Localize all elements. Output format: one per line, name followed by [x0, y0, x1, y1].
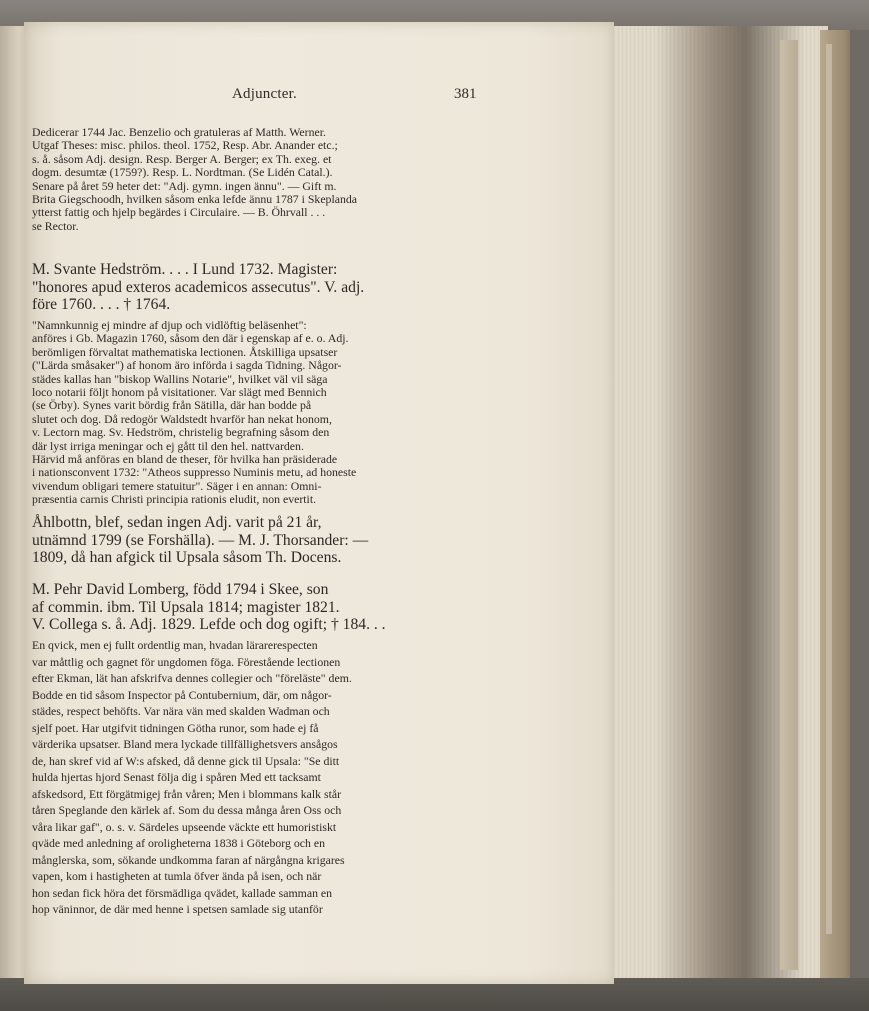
text-line: Utgaf Theses: misc. philos. theol. 1752, Resp. Abr. Anander etc.;: [32, 138, 338, 153]
text-line: utnämnd 1799 (se Forshälla). — M. J. Thorsander: —: [32, 531, 369, 549]
text-line: efter Ekman, lät han afskrifva dennes collegier och "föreläste" dem.: [32, 671, 352, 685]
book-page: [24, 22, 614, 984]
running-head: Adjuncter.: [232, 86, 297, 102]
page-stack-band: [780, 40, 798, 970]
text-line: anföres i Gb. Magazin 1760, såsom den där i egenskap af e. o. Adj.: [32, 331, 349, 346]
text-line: huldа hjertas hjord Senast följa dig i spåren Med ett tacksamt: [32, 770, 321, 784]
text-line: (se Örby). Synes varit bördig från Sätilla, där han bodde på: [32, 398, 312, 413]
text-line: hon sedan fick höra det försmädliga qvädet, kallade samman en: [32, 885, 333, 900]
paragraph-lomberg-heading: [32, 581, 484, 634]
text-line: berömligen förvaltat mathematiska lectionen. Åtskilliga upsatser: [32, 344, 338, 359]
text-line: i nationsconvent 1732: "Atheos suppresso Numinis metu, ad honeste: [32, 465, 357, 480]
text-line: loco notarii följt honom på visitationer. Var slägt med Bennich: [32, 384, 327, 399]
paragraph-ahlbottn-note: [32, 514, 484, 567]
text-line: afskedsord, Ett förgätmigej från våren; Men i blommans kalk står: [32, 786, 342, 801]
text-line: tåren Speglande den kärlek af. Som du dessa många åren Oss och: [32, 803, 342, 817]
text-line: Senare på året 59 heter det: "Adj. gymn. ingen ännu". — Gift m.: [32, 178, 337, 193]
text-line: s. å. såsom Adj. design. Resp. Berger A. Berger; ex Th. exeg. et: [32, 151, 332, 166]
text-line: V. Collega s. å. Adj. 1829. Lefde och dog ogift; † 184. . .: [32, 616, 386, 634]
text-line: "honores apud exteros academicos assecutus". V. adj.: [32, 278, 365, 296]
cover-edge-highlight: [826, 44, 832, 934]
text-line: var måttlig och gagnet för ungdomen föga. Förestående lectionen: [32, 654, 341, 669]
text-line: vapen, kom i hastigheten at tumla öfver ända på isen, och när: [32, 869, 322, 883]
text-line: värderika upsatser. Bland mera lyckade tillfällighetsvers ansågos: [32, 737, 338, 751]
text-line: præsentia carnis Christi principia rationis eludit, non evertit.: [32, 492, 317, 507]
text-line: M. Svante Hedström. . . . I Lund 1732. Magister:: [32, 261, 338, 278]
text-line: månglerska, som, sökande undkomma faran af närgångna krigares: [32, 852, 345, 867]
book-cover-edge: [820, 30, 850, 990]
text-line: Åhlbottn, blef, sedan ingen Adj. varit på 21 år,: [32, 514, 322, 531]
text-line: slutet och dog. Då redogör Waldstedt hvarför han nekat honom,: [32, 411, 332, 426]
text-line: En qvick, men ej fullt ordentlig man, hvadan lärarerespecten: [32, 638, 318, 652]
text-line: de, han skref vid af W:s afsked, då denne gick til Upsala: "Se ditt: [32, 753, 340, 768]
text-line: M. Pehr David Lomberg, född 1794 i Skee, son: [32, 581, 329, 598]
paragraph-hedstrom-heading: [32, 261, 484, 314]
text-line: före 1760. . . . † 1764.: [32, 296, 171, 314]
text-line: qväde med anledning af oroligheterna 1838 i Göteborg och en: [32, 836, 325, 850]
text-line: Dedicerar 1744 Jac. Benzelio och gratuleras af Matth. Werner.: [32, 125, 326, 139]
page-number: 381: [454, 86, 477, 102]
text-line: Brita Giegschoodh, hvilken såsom enka lefde ännu 1787 i Skeplanda: [32, 191, 357, 206]
text-line: "Namnkunnig ej mindre af djup och vidlöftig beläsenhet":: [32, 318, 307, 332]
text-line: ytterst fattig och hjelp begärdes i Circulaire. — B. Öhrvall . . .: [32, 205, 326, 220]
left-page-edge: [0, 26, 26, 986]
text-line: sjelf poet. Har utgifvit tidningen Götha runor, som hade ej få: [32, 720, 319, 735]
paragraph-hedstrom-body: [32, 319, 484, 506]
text-line: städes kallas han "biskop Wallins Notarie", hvilket väl vil säga: [32, 371, 328, 386]
paragraph-lomberg-body: [32, 637, 484, 918]
text-line: se Rector.: [32, 218, 79, 233]
text-line: vivendum obligari temere statuitur". Säger i en annan: Omni-: [32, 478, 322, 493]
text-line: där lyst irriga meningar och ej gått til den hel. nattvarden.: [32, 438, 304, 453]
text-line: dogm. desumtæ (1759?). Resp. L. Nordtman. (Se Lidén Catal.).: [32, 165, 333, 180]
text-line: v. Lectorn mag. Sv. Hedström, christelig begrafning såsom den: [32, 425, 330, 440]
text-line: hop väninnor, de där med henne i spetsen samlade sig utanför: [32, 902, 323, 916]
text-line: våra likar gaf", o. s. v. Särdeles upseende väckte ett humoristiskt: [32, 819, 337, 834]
text-line: Bodde en tid såsom Inspector på Contubernium, där, om någor-: [32, 687, 332, 702]
text-line: städes, respect behöfts. Var nära vän med skalden Wadman och: [32, 704, 330, 718]
text-line: af commin. ibm. Til Upsala 1814; magister 1821.: [32, 598, 340, 616]
text-line: ("Lärda småsaker") af honom äro införda i sagda Tidning. Någor-: [32, 358, 342, 373]
text-line: Härvid må anföras en bland de theser, för hvilka han präsiderade: [32, 451, 338, 466]
text-line: 1809, då han afgick til Upsala såsom Th. Docens.: [32, 549, 342, 567]
paragraph-benzelio-entry: [32, 126, 484, 233]
